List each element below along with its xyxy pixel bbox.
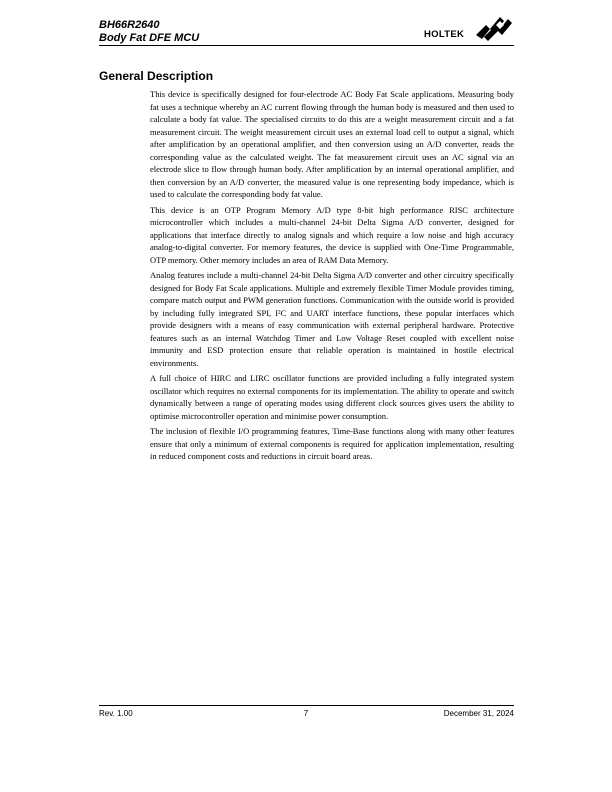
paragraph: This device is an OTP Program Memory A/D type 8-bit high performance RISC architecture microcontroller which includes a multi-channel 24-bit Delta Sigma A/D converter, designed for applications that interface directly to analog signals and which require a low noise and high accuracy analog-to-digital converter. For memory features, the device is supplied with One-Time Programmable, OTP memory. Other memory includes an area of RAM Data Memory. bbox=[150, 204, 514, 265]
paragraph: The inclusion of flexible I/O programming features, Time-Base functions along with many other features ensure that only a minimum of external components is required for application implementation, resulting in reduced component costs and reductions in circuit board areas. bbox=[150, 426, 514, 461]
revision-label: Rev. 1.00 bbox=[99, 709, 133, 718]
holtek-logo bbox=[424, 13, 514, 43]
holtek-mark-icon bbox=[474, 13, 514, 43]
section-title: General Description bbox=[99, 69, 214, 83]
part-number: BH66R2640 bbox=[99, 19, 160, 31]
brand-name: HOLTEK bbox=[424, 29, 465, 40]
paragraph: Analog features include a multi-channel 24-bit Delta Sigma A/D converter and other circuitry specifically designed for Body Fat Scale applications. Multiple and extremely flexible Timer Module provides timing, compare match output and PWM generation functions. Communication with the outside world is provided by including fully integrated SPI, I²C and UART interface functions, these popular interfaces which provide designers with a means of easy communication with external peripheral hardware. Protective features such as an internal Watchdog Timer and Low Voltage Reset coupled with excellent noise immunity and ESD protection ensure that reliable operation is maintained in hostile electrical environments. bbox=[150, 270, 514, 368]
general-description-body bbox=[150, 88, 514, 466]
page-number: 7 bbox=[303, 709, 309, 718]
header-divider bbox=[99, 45, 514, 46]
footer-divider bbox=[99, 705, 514, 706]
product-name: Body Fat DFE MCU bbox=[99, 31, 200, 44]
document-header bbox=[99, 19, 199, 44]
publication-date: December 31, 2024 bbox=[443, 709, 514, 718]
paragraph: This device is specifically designed for four-electrode AC Body Fat Scale applications. Measuring body fat uses a technique whereby an AC current flowing through the human body is measured and then used to calculate a body fat value. The specialised circuits to do this are a weight measurement circuit and a fat measurement circuit. The weight measurement circuit uses an external load cell to output a signal, which after amplification by an operational amplifier, and then conversion using an A/D converter, reads the corresponding value as the calculated weight. The fat measurement circuit uses an AC signal via an electrode slice to flow through human body. After amplification by an internal operational amplifier, and then conversion by an A/D converter, the measured value is one representing body impedance, which is used to calculate the corresponding body fat value. bbox=[150, 89, 514, 199]
paragraph: A full choice of HIRC and LIRC oscillator functions are provided including a fully integrated system oscillator which requires no external components for its implementation. The ability to operate and switch dynamically between a range of operating modes using different clock sources gives users the ability to optimise microcontroller operation and minimise power consumption. bbox=[150, 373, 514, 421]
